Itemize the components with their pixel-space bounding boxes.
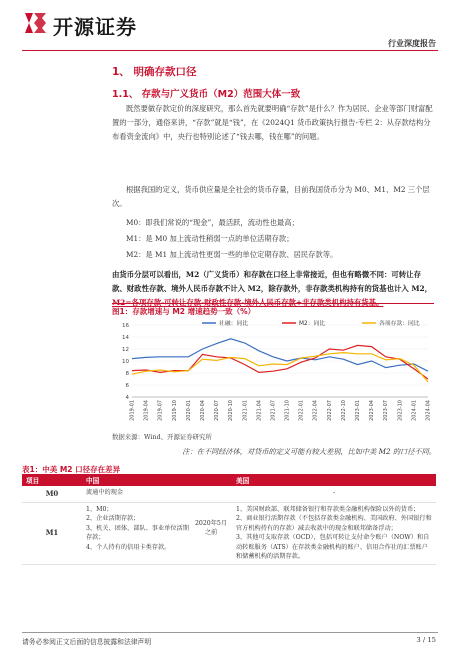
x-tick-label: 2019-04 — [143, 400, 150, 421]
x-tick-label: 2019-01 — [129, 400, 136, 421]
x-tick-label: 2022-04 — [312, 400, 319, 421]
y-tick-label: 12 — [122, 347, 129, 353]
x-tick-label: 2021-01 — [242, 400, 249, 421]
header-divider — [22, 50, 438, 51]
us-cell: - — [232, 486, 436, 502]
row-level: M1 — [22, 502, 82, 564]
china-item: 2、企业活期存款； — [86, 515, 140, 522]
x-tick-label: 2024-04 — [425, 400, 432, 421]
footer-divider — [22, 632, 438, 633]
china-item: 4、个人持有的信用卡类存款。 — [86, 543, 171, 551]
subsection-heading: 1.1、 存款与广义货币（M2）范围大体一致 — [112, 89, 301, 100]
us-cell — [232, 502, 436, 564]
figure-note: 注：在不同经济体，对货币的定义可能有较大差别，比如中美 M2 的口径不同。 — [182, 447, 436, 456]
china-cell — [82, 502, 232, 564]
m2-definition: M2：是 M1 加上流动性更弱一些的单位定期存款、居民存款等。 — [126, 250, 338, 259]
key-conclusion-a: 由货币分层可以看出，M2（广义货币）和存款在口径上非常接近，但也有略微不同： — [112, 270, 392, 279]
series-line — [132, 345, 428, 379]
legend-label: 社融：同比 — [219, 321, 248, 327]
x-tick-label: 2020-10 — [228, 400, 235, 421]
kaiyuan-logo-icon — [22, 10, 48, 36]
x-tick-label: 2022-01 — [298, 400, 305, 421]
line-chart — [112, 317, 434, 433]
table-row — [22, 502, 436, 564]
y-tick-label: 16 — [122, 323, 129, 329]
y-tick-label: 4 — [125, 395, 129, 401]
m0-definition: M0：即我们常说的“现金”，最活跃，流动性也最高； — [126, 218, 299, 227]
y-tick-label: 10 — [122, 359, 129, 365]
x-tick-label: 2023-01 — [355, 400, 362, 421]
money-definition-paragraph: 根据我国的定义，货币供应量是全社会的货币存量，目前我国货币分为 M0、M1、M2 三个层次。 — [112, 185, 430, 208]
x-tick-label: 2023-10 — [397, 400, 404, 421]
x-tick-label: 2021-10 — [284, 400, 291, 421]
x-tick-label: 2022-07 — [326, 400, 333, 421]
legend-label: 各项存款：同比 — [379, 321, 420, 327]
figure-title: 图1：存款增速与 M2 增速趋势一致（%） — [112, 303, 434, 317]
us-item: 2、商业银行活期存款（不包括存款类金融机构、美国政府、外国银行和官方机构持有的存款）减去收款中的现金和联邦储备浮动； — [236, 515, 432, 532]
table-row — [22, 486, 436, 502]
china-date-note: 2020年5月之前 — [194, 519, 228, 537]
table-title: 表1：中美 M2 口径存在差异 — [22, 465, 121, 474]
m1-definition: M1：是 M0 加上流动性稍弱一点的单位活期存款； — [126, 234, 294, 243]
col-us-header: 美国 — [232, 474, 436, 486]
report-type-label: 行业深度报告 — [388, 39, 436, 48]
y-tick-label: 14 — [122, 335, 129, 341]
x-tick-label: 2020-07 — [214, 400, 221, 421]
logo-text: 开源证券 — [53, 15, 137, 39]
comparison-table — [22, 474, 436, 565]
section-heading: 1、 明确存款口径 — [112, 66, 197, 78]
x-tick-label: 2023-04 — [369, 400, 376, 421]
m2-formula: M2=各项存款-可转让存款-财政性存款-境外人民币存款+非存款类机构持有货基。 — [112, 298, 384, 307]
footer-disclaimer: 请务必参阅正文后面的信息披露和法律声明 — [22, 638, 152, 646]
china-item: 3、机关、团体、部队、事业单位活期存款； — [86, 524, 189, 541]
china-item: 1、M0； — [86, 505, 113, 513]
x-tick-label: 2021-07 — [270, 400, 277, 421]
x-tick-label: 2023-07 — [383, 400, 390, 421]
x-tick-label: 2019-07 — [157, 400, 164, 421]
col-china-header: 中国 — [82, 474, 232, 486]
china-cell: 流通中的现金 — [82, 486, 232, 502]
table-header-row — [22, 474, 436, 486]
key-conclusion-b: 可转让存款、财政性存款、境外人民币存款不计入 M2，除存款外，非存款类机构持有的货基也计入 M2， — [112, 270, 433, 293]
y-tick-label: 6 — [125, 383, 129, 389]
page-number: 3 / 15 — [416, 636, 436, 644]
legend-label: M2：同比 — [299, 321, 326, 327]
figure-source: 数据来源：Wind、开源证券研究所 — [112, 433, 212, 441]
x-tick-label: 2019-10 — [171, 400, 178, 421]
row-level: M0 — [22, 486, 82, 502]
x-tick-label: 2020-04 — [199, 400, 206, 421]
x-tick-label: 2024-01 — [411, 400, 418, 421]
y-tick-label: 8 — [125, 371, 129, 377]
intro-paragraph: 既然要做存款定价的深度研究，那么首先就要明确“存款”是什么？作为居民、企业等部门财富配置的一部分，通俗来讲，“存款”就是“钱”，在《2024Q1 货币政策执行报告-专栏 2：从存款结构分布看资金流向》中，央行也特别论述了“钱去哪，钱在哪”的问题。 — [112, 104, 433, 141]
us-item: 1、美国财政部、联邦储备银行和存款类金融机构保险以外的货币； — [236, 505, 420, 513]
col-item-header: 项目 — [22, 474, 82, 486]
us-item: 3、其他可支取存款（OCD），包括可转让支付命令账户（NOW）和自动转账服务（ATS）在存款类金融机构的账户、信用合作社的汇票账户和储蓄机构的活期存款。 — [236, 534, 430, 560]
x-tick-label: 2021-04 — [256, 400, 263, 421]
x-tick-label: 2022-10 — [340, 400, 347, 421]
x-tick-label: 2020-01 — [185, 400, 192, 421]
